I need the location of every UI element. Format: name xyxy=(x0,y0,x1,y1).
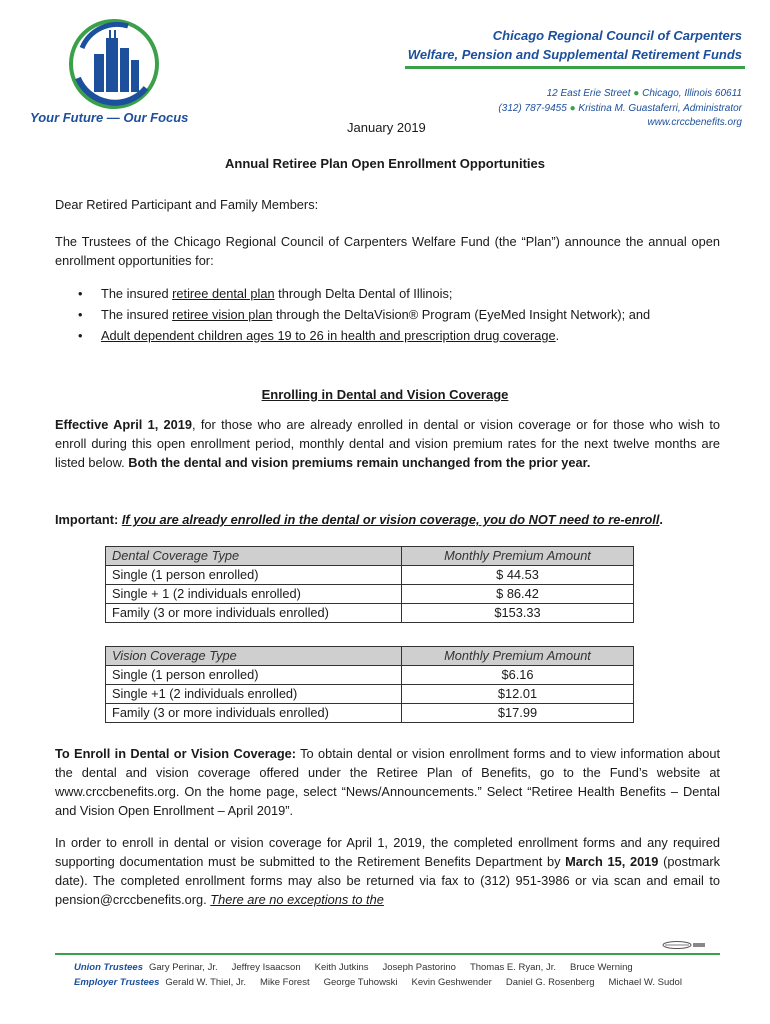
table-row xyxy=(106,704,634,723)
premium-cell: $ 44.53 xyxy=(402,566,634,585)
table-row xyxy=(106,685,634,704)
letter-date: January 2019 xyxy=(347,120,426,135)
website[interactable]: www.crccbenefits.org xyxy=(647,117,742,128)
enrollment-options-list xyxy=(78,283,718,346)
salutation: Dear Retired Participant and Family Members: xyxy=(55,197,319,212)
intro-paragraph: The Trustees of the Chicago Regional Council of Carpenters Welfare Fund (the “Plan”) announce the annual open enrollment opportunities for: xyxy=(55,234,720,268)
table-header-cell: Dental Coverage Type xyxy=(106,547,402,566)
union-trustees-line: Union Trustees Gary Perinar, Jr. Jeffrey Isaacson Keith Jutkins Joseph Pastorino Thomas E. Ryan, Jr. Bruce Werning xyxy=(74,962,633,973)
important-note: Important: If you are already enrolled in the dental or vision coverage, you do NOT need to re-enroll. xyxy=(55,512,663,527)
city-skyline-logo-icon xyxy=(68,18,160,110)
table-row xyxy=(106,585,634,604)
table-row xyxy=(106,604,634,623)
coverage-type-cell: Family (3 or more individuals enrolled) xyxy=(106,604,402,623)
coverage-type-cell: Single + 1 (2 individuals enrolled) xyxy=(106,585,402,604)
coverage-type-cell: Family (3 or more individuals enrolled) xyxy=(106,704,402,723)
employer-trustees-line: Employer Trustees Gerald W. Thiel, Jr. Mike Forest George Tuhowski Kevin Geshwender Daniel G. Rosenberg Michael W. Sudol xyxy=(74,977,682,988)
list-item: • The insured retiree vision plan through the DeltaVision® Program (EyeMed Insight Network); and xyxy=(78,304,718,325)
premium-cell: $12.01 xyxy=(402,685,634,704)
table-header-row xyxy=(106,647,634,666)
coverage-type-cell: Single +1 (2 individuals enrolled) xyxy=(106,685,402,704)
tagline: Your Future — Our Focus xyxy=(30,110,189,125)
footer-divider xyxy=(55,953,720,955)
page-title: Annual Retiree Plan Open Enrollment Opportunities xyxy=(225,156,545,171)
table-header-cell: Monthly Premium Amount xyxy=(402,647,634,666)
list-item: • Adult dependent children ages 19 to 26 in health and prescription drug coverage. xyxy=(78,325,718,346)
vision-premium-table xyxy=(105,646,634,723)
premium-cell: $6.16 xyxy=(402,666,634,685)
effective-paragraph: Effective April 1, 2019, for those who are already enrolled in dental or vision coverage or for those who wish to enroll during this open enrollment period, monthly dental and vision premium rates for the next twelve months are listed below. Both the dental and vision premiums remain unchanged from the prior year. xyxy=(55,417,720,470)
table-header-cell: Monthly Premium Amount xyxy=(402,547,634,566)
list-item: • The insured retiree dental plan through Delta Dental of Illinois; xyxy=(78,283,718,304)
header-divider xyxy=(405,66,745,69)
address-line: 12 East Erie Street ● Chicago, Illinois 60611 xyxy=(546,88,742,99)
table-header-cell: Vision Coverage Type xyxy=(106,647,402,666)
contact-line: (312) 787-9455 ● Kristina M. Guastaferri, Administrator xyxy=(498,103,742,114)
union-label-stamp-icon xyxy=(655,940,707,950)
coverage-type-cell: Single (1 person enrolled) xyxy=(106,666,402,685)
table-header-row xyxy=(106,547,634,566)
table-row xyxy=(106,566,634,585)
premium-cell: $ 86.42 xyxy=(402,585,634,604)
org-name-line1: Chicago Regional Council of Carpenters xyxy=(492,28,742,43)
premium-cell: $153.33 xyxy=(402,604,634,623)
section-heading: Enrolling in Dental and Vision Coverage xyxy=(261,387,509,402)
to-enroll-paragraph: To Enroll in Dental or Vision Coverage: To obtain dental or vision enrollment forms and to view information about the dental and vision coverage offered under the Retiree Plan of Benefits, go to the Fund’s website at www.crccbenefits.org. On the home page, select “News/Announcements.” Select “Retiree Health Benefits – Dental and Vision Open Enrollment – April 2019”. xyxy=(55,746,720,818)
deadline-paragraph: In order to enroll in dental or vision coverage for April 1, 2019, the completed enrollment forms and any required supporting documentation must be submitted to the Retirement Benefits Department by March 15, 2019 (postmark date). The completed enrollment forms may also be returned via fax to (312) 951-3986 or via scan and email to pension@crccbenefits.org. There are no exceptions to the xyxy=(55,835,720,907)
premium-cell: $17.99 xyxy=(402,704,634,723)
dental-premium-table xyxy=(105,546,634,623)
coverage-type-cell: Single (1 person enrolled) xyxy=(106,566,402,585)
table-row xyxy=(106,666,634,685)
org-name-line2: Welfare, Pension and Supplemental Retirement Funds xyxy=(407,47,742,62)
